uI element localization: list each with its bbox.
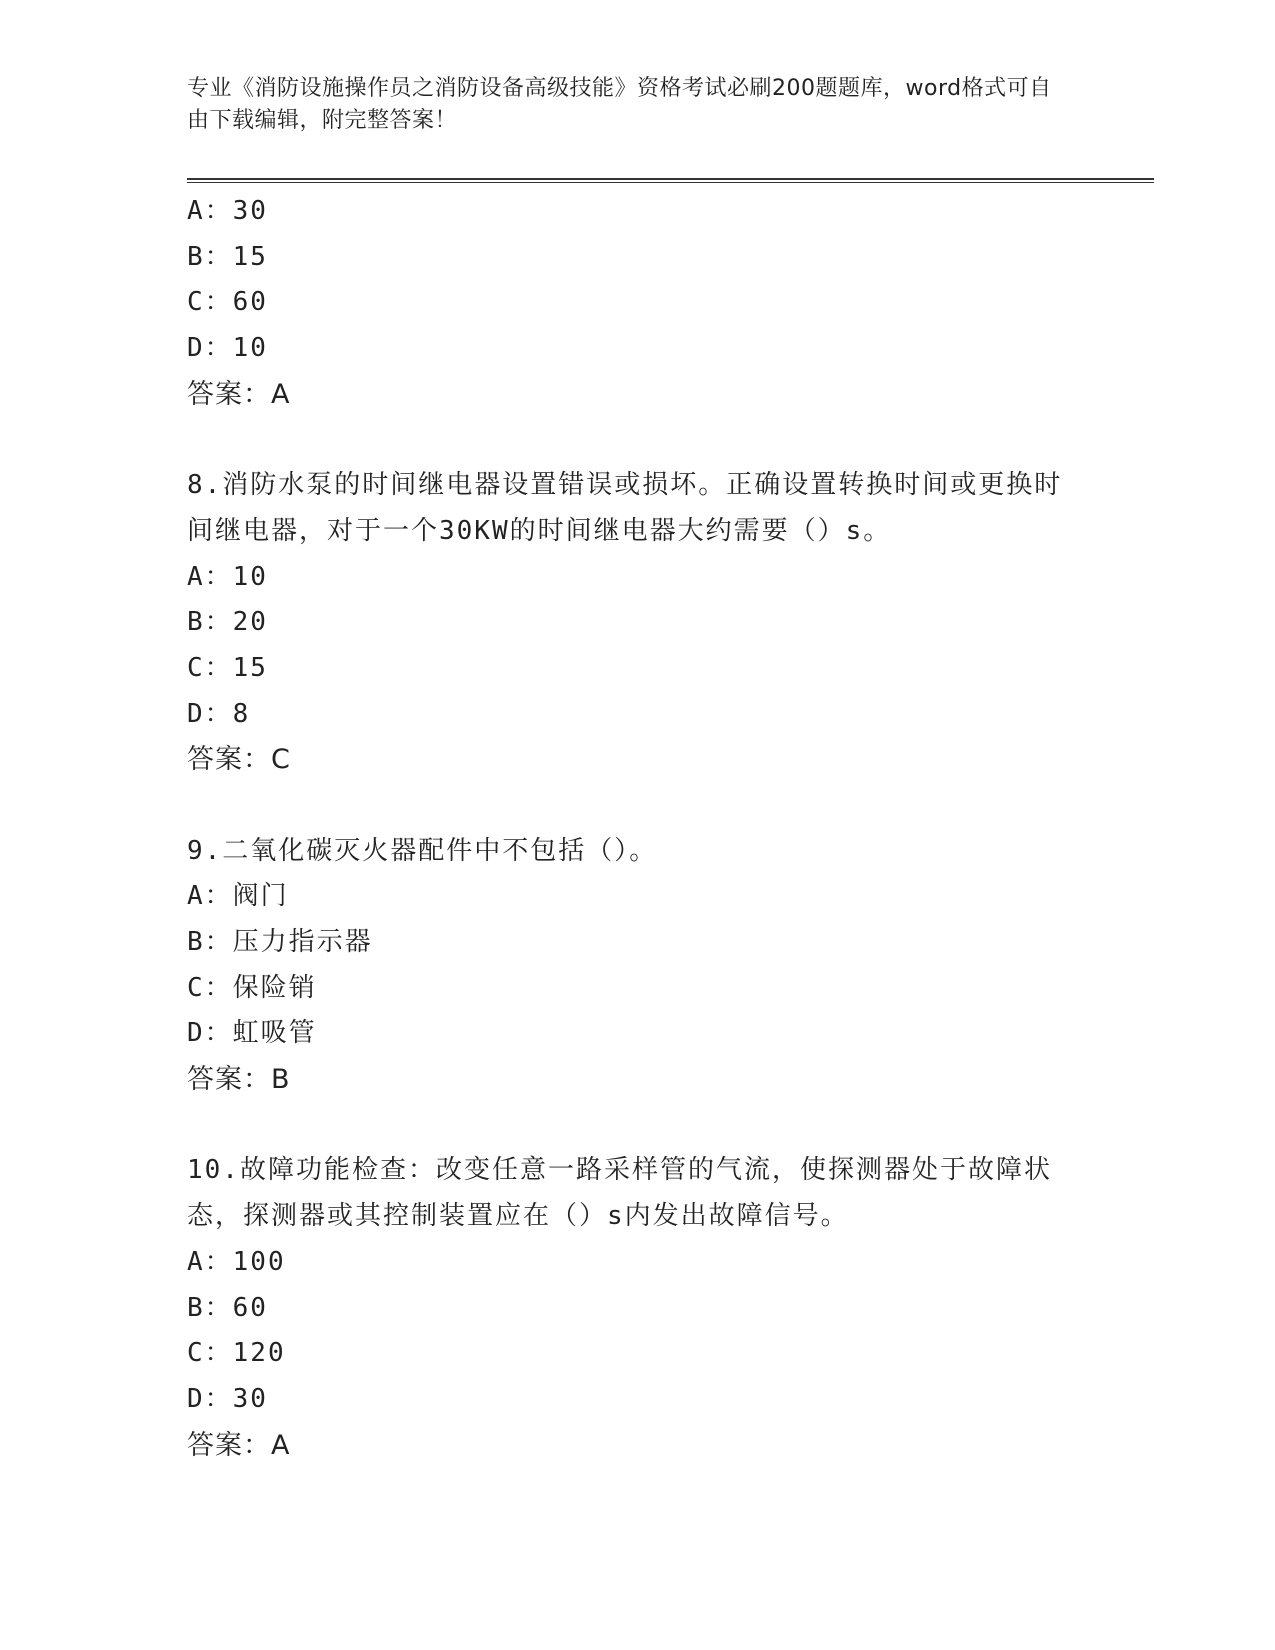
- option-d: D：30: [187, 1383, 268, 1414]
- answer-line: 答案：C: [187, 744, 291, 776]
- question-9: [187, 829, 1087, 1103]
- question-10: [187, 1148, 1087, 1468]
- option-a: A：10: [187, 561, 268, 592]
- option-b: B：20: [187, 607, 268, 638]
- option-d: D：10: [187, 333, 268, 364]
- option-b: B：15: [187, 241, 268, 272]
- question-list: [187, 189, 1087, 1468]
- header-divider-thin: [187, 182, 1154, 183]
- option-c: C：60: [187, 287, 268, 318]
- answer-line: 答案：A: [187, 1429, 291, 1461]
- option-c: C：15: [187, 652, 268, 683]
- question-stem: 8.消防水泵的时间继电器设置错误或损坏。正确设置转换时间或更换时间继电器，对于一个30KW的时间继电器大约需要（）s。: [187, 470, 1063, 546]
- option-a: A：30: [187, 196, 268, 226]
- question-stem: 10.故障功能检查：改变任意一路采样管的气流，使探测器处于故障状态，探测器或其控制装置应在（）s内发出故障信号。: [187, 1155, 1052, 1232]
- spacer: [187, 417, 1087, 463]
- option-b: B：压力指示器: [187, 927, 373, 958]
- question-7-continuation: [187, 189, 1087, 417]
- option-b: B：60: [187, 1292, 268, 1323]
- option-a: A：阀门: [187, 881, 289, 912]
- answer-line: 答案：A: [187, 378, 291, 410]
- option-c: C：120: [187, 1338, 286, 1369]
- option-d: D：8: [187, 698, 251, 729]
- spacer: [187, 1103, 1087, 1149]
- header-divider-thick: [187, 178, 1154, 180]
- document-header: 专业《消防设施操作员之消防设备高级技能》资格考试必刷200题题库，word格式可自由下载编辑，附完整答案！: [187, 76, 1052, 133]
- option-a: A：100: [187, 1246, 286, 1277]
- option-c: C：保险销: [187, 972, 317, 1003]
- question-stem: 9.二氧化碳灭火器配件中不包括（）。: [187, 835, 658, 866]
- question-8: [187, 463, 1087, 783]
- option-d: D：虹吸管: [187, 1018, 317, 1049]
- answer-line: 答案：B: [187, 1064, 291, 1096]
- spacer: [187, 783, 1087, 829]
